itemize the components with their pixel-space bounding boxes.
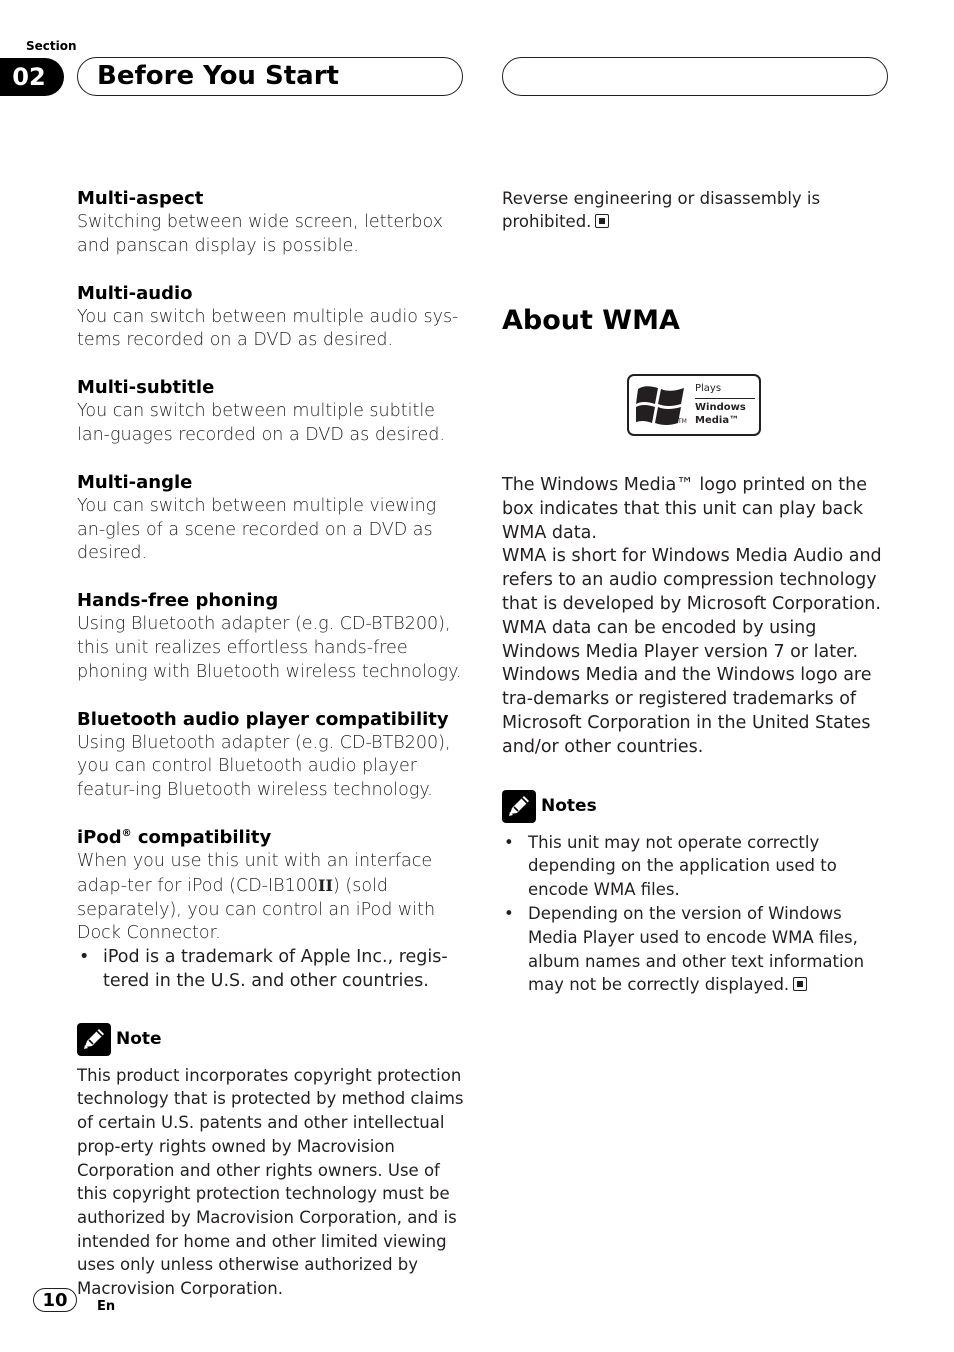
section-hands-free-phoning (77, 589, 469, 684)
list-item-text: Depending on the version of Windows Media Player used to encode WMA files, album names and other text information may not be correctly displayed. (528, 903, 865, 995)
wma-paragraph: The Windows Media™ logo printed on the box indicates that this unit can play back WMA data. (502, 475, 867, 543)
logo-windows: Windows (695, 402, 746, 413)
intro-text-content: Reverse engineering or disassembly is prohibited. (502, 189, 821, 231)
section-heading: Multi-subtitle (77, 377, 215, 399)
pencil-icon (502, 790, 536, 823)
section-body: You can switch between multiple audio sys-tems recorded on a DVD as desired. (77, 306, 459, 351)
page-number: 10 (33, 1288, 77, 1312)
about-wma-body (502, 474, 894, 760)
section-multi-angle (77, 471, 469, 566)
section-multi-aspect (77, 187, 469, 259)
section-body: You can switch between multiple viewing an-gles of a scene recorded on a DVD as desired. (77, 495, 437, 564)
section-multi-audio (77, 282, 469, 354)
section-body (77, 850, 469, 946)
wma-paragraph: WMA is short for Windows Media Audio and refers to an audio compression technology that is developed by Microsoft Corporation. WMA data can be encoded by using Windows Media Player version 7 or later. (502, 546, 882, 662)
section-label: Section (26, 39, 77, 53)
ipod-body-pre: When you use this unit with an interface adap-ter for iPod (CD-IB100 (77, 850, 433, 896)
windows-media-logo (627, 374, 894, 436)
wma-paragraph: Windows Media and the Windows logo are tra-demarks or registered trademarks of Microsoft Corporation in the United States and/or other countries. (502, 665, 872, 757)
notes-header (502, 790, 894, 823)
right-column (502, 187, 894, 997)
list-item-text: iPod is a trademark of Apple Inc., regis-tered in the U.S. and other countries. (103, 947, 448, 991)
section-body: Using Bluetooth adapter (e.g. CD-BTB200), you can control Bluetooth audio player featur-ing Bluetooth wireless technology. (77, 732, 451, 801)
list-item-text: This unit may not operate correctly depending on the application used to encode WMA files. (528, 832, 837, 900)
pencil-icon (77, 1023, 111, 1056)
section-heading: Multi-angle (77, 471, 193, 493)
logo-tm: TM (678, 418, 687, 425)
section-heading (77, 826, 469, 850)
section-body: You can switch between multiple subtitle lan-guages recorded on a DVD as desired. (77, 401, 445, 445)
bullet-dot: • (504, 903, 514, 923)
ipod-roman-numeral: II (318, 875, 333, 895)
section-number-badge: 02 (0, 58, 64, 96)
ipod-heading-pre: iPod (77, 826, 122, 848)
header-blank-pill (502, 57, 888, 96)
section-heading: Bluetooth audio player compatibility (77, 708, 449, 730)
section-heading: Multi-audio (77, 282, 193, 304)
list-item (77, 946, 469, 994)
end-mark-icon (793, 977, 807, 991)
section-bluetooth-audio (77, 708, 469, 803)
page-title: Before You Start (77, 57, 463, 96)
note-header (77, 1023, 469, 1056)
bullet-dot: • (79, 947, 90, 968)
note-text: This product incorporates copyright protection technology that is protected by method claims of certain U.S. patents and other intellectual prop-erty rights owned by Macrovision Corporation and other rights owners. Use of this copyright protection technology must be authorized by Macrovision Corporation, and is intended for home and other limited viewing uses only unless otherwise authorized by Macrovision Corporation. (77, 1065, 464, 1299)
registered-mark: ® (121, 827, 132, 839)
windows-media-logo-frame (627, 374, 761, 436)
section-ipod-compatibility (77, 826, 469, 994)
list-item (502, 831, 894, 902)
logo-media: Media™ (695, 415, 740, 426)
logo-divider (695, 398, 755, 399)
ipod-heading-post: compatibility (131, 826, 272, 848)
left-column (77, 187, 469, 1301)
notes-label: Notes (541, 796, 597, 817)
note-label: Note (116, 1029, 162, 1050)
notes-list (502, 831, 894, 998)
section-body: Using Bluetooth adapter (e.g. CD-BTB200), this unit realizes effortless hands-free phoning with Bluetooth wireless technology. (77, 614, 462, 682)
ipod-body-post: ) (sold separately), you can control an iPod with Dock Connector. (77, 875, 436, 944)
section-heading: Hands-free phoning (77, 590, 279, 612)
section-heading: Multi-aspect (77, 188, 204, 209)
logo-plays: Plays (695, 383, 722, 394)
intro-text (502, 187, 894, 233)
bullet-dot: • (504, 832, 514, 852)
list-item (502, 902, 894, 997)
section-multi-subtitle (77, 376, 469, 448)
section-body: Switching between wide screen, letterbox and panscan display is possible. (77, 212, 443, 256)
language-label: En (97, 1299, 116, 1314)
end-mark-icon (595, 214, 609, 228)
about-wma-heading: About WMA (502, 305, 680, 336)
ipod-bullet-list (77, 946, 469, 994)
